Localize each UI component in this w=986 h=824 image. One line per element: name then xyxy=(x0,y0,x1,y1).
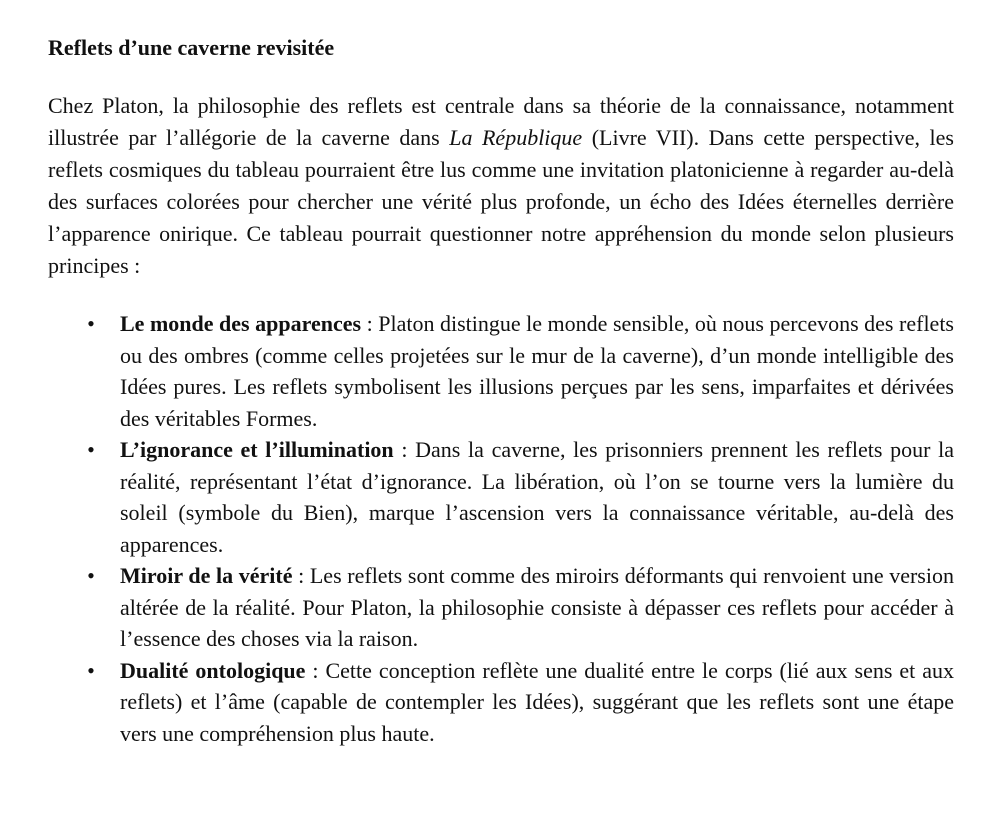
list-item xyxy=(48,560,954,655)
principle-term: L’ignorance et l’illumination xyxy=(120,437,394,462)
principle-term: Dualité ontologique xyxy=(120,657,306,683)
bullet-icon: • xyxy=(87,311,95,336)
principle-term: Miroir de la vérité xyxy=(120,563,293,588)
list-item xyxy=(48,655,954,750)
intro-text-after: (Livre VII). Dans cette perspective, les reflets cosmiques du tableau pourraient être lus comme une invitation platonicienne à regarder au-delà des surfaces colorées pour chercher une vérité plus profonde, un écho des Idées éternelles derrière l’apparence onirique. Ce tableau pourrait questionner notre appréhension du monde selon plusieurs principes : xyxy=(48,125,954,278)
work-title: La République xyxy=(449,125,583,150)
bullet-icon: • xyxy=(87,563,95,588)
intro-text-before: Chez Platon, la philosophie des reflets est centrale dans sa théorie de la connaissance, notamment illustrée par l’allégorie de la caverne dans xyxy=(48,93,954,150)
bullet-icon: • xyxy=(87,657,95,683)
principle-term: Le monde des apparences xyxy=(120,311,362,336)
principle-text: : Dans la caverne, les prisonniers prennent les reflets pour la réalité, représentant l’état d’ignorance. La libération, où l’on se tourne vers la lumière du soleil (symbole du Bien), marque l’ascension vers la connaissance véritable, au-delà des apparences. xyxy=(120,437,954,557)
section-title: Reflets d’une caverne revisitée xyxy=(48,35,335,60)
principle-text: : Platon distingue le monde sensible, où nous percevons des reflets ou des ombres (comme celles projetées sur le mur de la caverne), d’un monde intelligible des Idées pures. Les reflets symbolisent les illusions perçues par les sens, imparfaites et dérivées des véritables Formes. xyxy=(120,311,954,431)
list-item xyxy=(48,434,954,560)
principles-list xyxy=(48,308,954,749)
principle-text: : Cette conception reflète une dualité entre le corps (lié aux sens et aux reflets) et l’âme (capable de contempler les Idées), suggérant que les reflets sont une étape vers une compréhension plus haute. xyxy=(120,657,954,746)
list-item xyxy=(48,308,954,434)
intro-paragraph xyxy=(48,90,954,282)
bullet-icon: • xyxy=(87,437,95,462)
principle-text: : Les reflets sont comme des miroirs déformants qui renvoient une version altérée de la réalité. Pour Platon, la philosophie consiste à dépasser ces reflets pour accéder à l’essence des choses via la raison. xyxy=(120,563,954,651)
document-body xyxy=(48,33,954,749)
